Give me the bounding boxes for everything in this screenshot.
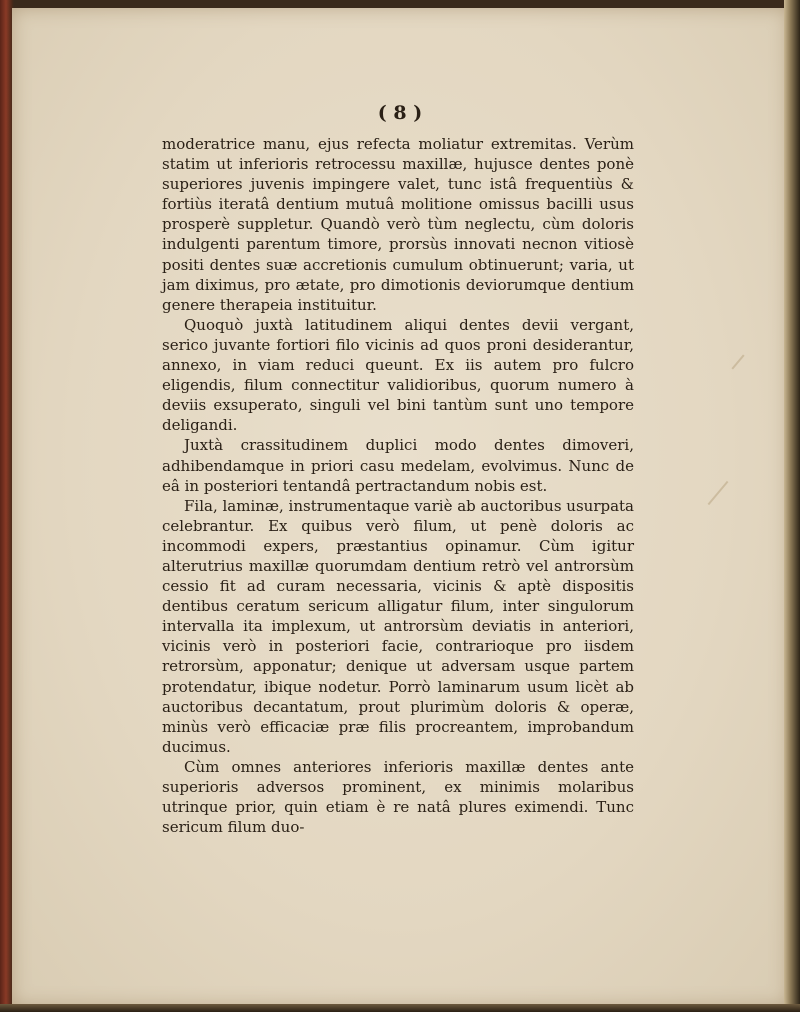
- body-text: [162, 134, 634, 837]
- paragraph-2: Quoquò juxtà latitudinem aliqui dentes devii vergant, serico juvante fortiori filo vicinis ad quos proni desiderantur, annexo, in viam reduci queunt. Ex iis autem pro fulcro eligendis, filum connectitur validioribus, quorum numero à deviis exsuperato, singuli vel bini tantùm sunt uno tempore deligandi.: [162, 315, 634, 435]
- paragraph-3: Juxtà crassitudinem duplici modo dentes dimoveri, adhibendamque in priori casu medelam, evolvimus. Nunc de eâ in posteriori tentandâ pertractandum nobis est.: [162, 436, 634, 495]
- paragraph-4: Fila, laminæ, instrumentaque variè ab auctoribus usurpata celebrantur. Ex quibus verò filum, ut penè doloris ac incommodi expers, præstantius opinamur. Cùm igitur alterutrius maxillæ quorumdam dentium retrò vel antrorsùm cessio fit ad curam necessaria, vicinis & aptè dispositis dentibus ceratum sericum alligatur filum, inter singulorum intervalla ita implexum, ut antrorsùm deviatis in anteriori, vicinis verò in posteriori facie, contrarioque pro iisdem retrorsùm, apponatur; denique ut adversam usque partem protendatur, ibique nodetur. Porrò laminarum usum licèt ab auctoribus decantatum, prout plurimùm doloris & operæ, minùs verò efficaciæ præ filis procreantem, improbandum ducimus.: [162, 496, 634, 756]
- page-number: ( 8 ): [377, 102, 423, 124]
- paragraph-5: Cùm omnes anteriores inferioris maxillæ dentes ante superioris adversos prominent, ex minimis molaribus utrinque prior, quin etiam è re natâ plures eximendi. Tunc sericum filum duo-: [162, 757, 634, 837]
- paper-sheet: [12, 8, 788, 1006]
- paragraph-1: moderatrice manu, ejus refecta moliatur extremitas. Verùm statim ut inferioris retrocessu maxillæ, hujusce dentes ponè superiores juvenis impingere valet, tunc istâ frequentiùs & fortiùs iteratâ dentium mutuâ molitione omissus bacilli usus prosperè suppletur. Quandò verò tùm neglectu, cùm doloris indulgenti parentum timore, prorsùs innovati necnon vitiosè positi dentes suæ accretionis cumulum obtinuerunt; varia, ut jam diximus, pro ætate, pro dimotionis deviorumque dentium genere therapeia instituitur.: [162, 135, 634, 314]
- paper-blemish: [731, 354, 744, 369]
- paper-blemish: [708, 481, 729, 505]
- binding-gutter: [784, 0, 800, 1012]
- page-bottom-edge: [0, 1004, 800, 1012]
